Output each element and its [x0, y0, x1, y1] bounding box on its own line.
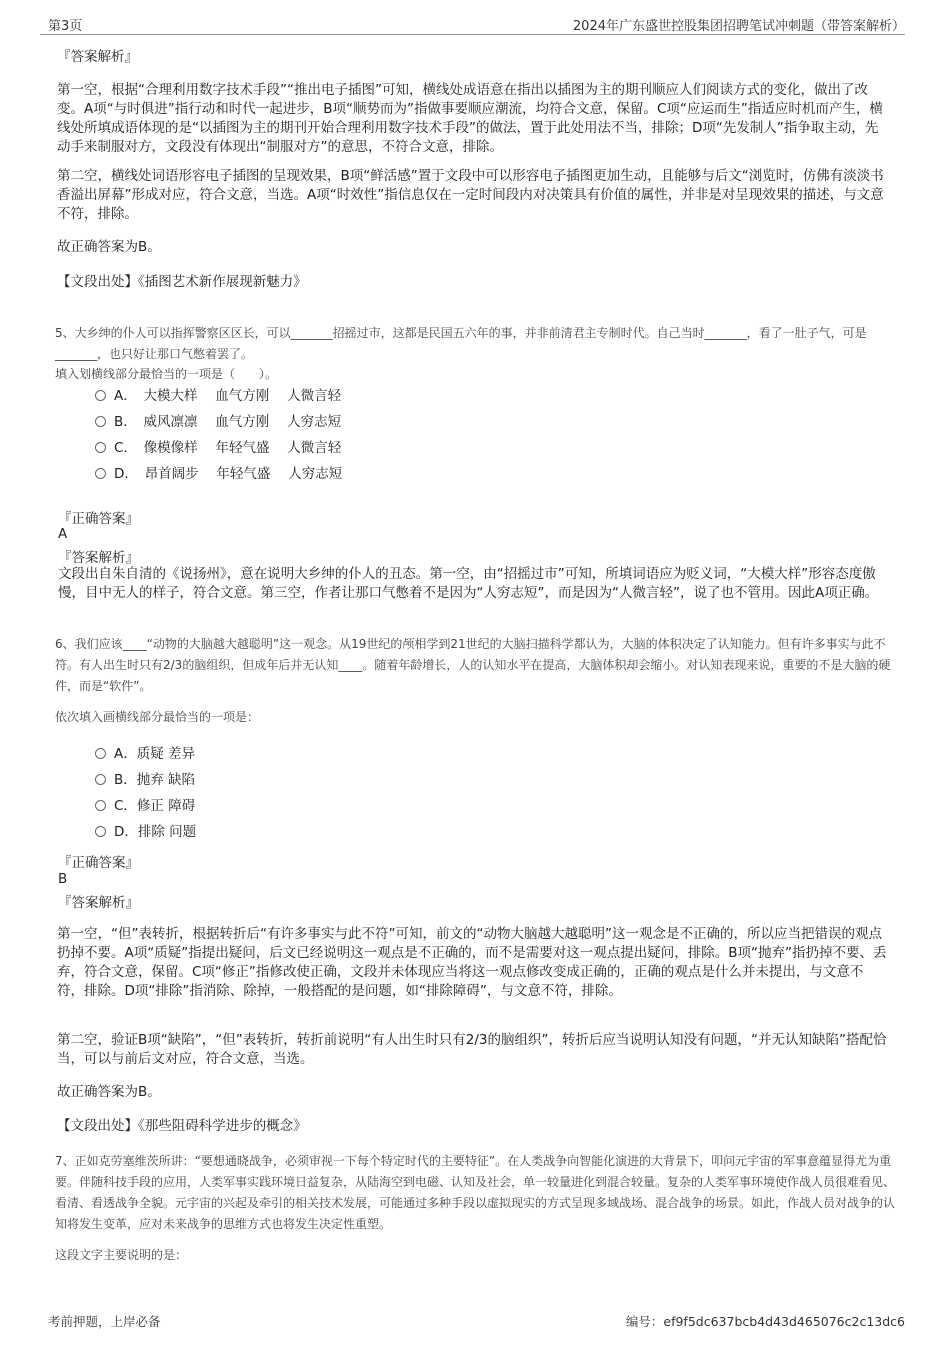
- radio-icon[interactable]: [95, 442, 106, 453]
- q4-analysis-p1: 第一空，根据“合理利用数字技术手段”“推出电子插图”可知，横线处成语意在指出以插图为主的期刊顺应人们阅读方式的变化，做出了改变。A项“与时俱进”指行动和时代一起进步，B项“顺势而为”指做事要顺应潮流，均符合文意，保留。C项“应运而生”指适应时机而产生，横线处所填成语体现的是“以插图为主的期刊开始合理利用数字技术手段”的做法，置于此处用法不当，排除；D项“先发制人”指争取主动，先动手来制服对方，文段没有体现出“制服对方”的意思，不符合文意，排除。: [57, 82, 883, 155]
- q6-source: 【文段出处】《那些阻碍科学进步的概念》: [57, 1118, 307, 1134]
- radio-icon[interactable]: [95, 826, 106, 837]
- document-id: 编号：ef9f5dc637bcb4d43d465076c2c13dc6: [625, 1314, 905, 1329]
- q6-option-a[interactable]: A．质疑 差异: [95, 744, 195, 764]
- q5-option-b[interactable]: B． 威风凛凛 血气方刚 人穷志短: [95, 412, 341, 432]
- radio-icon[interactable]: [95, 748, 106, 759]
- q5-analysis-label: 『答案解析』: [58, 550, 139, 566]
- q4-analysis-label: 『答案解析』: [57, 49, 138, 65]
- q6-answer-label: 『正确答案』: [58, 855, 139, 871]
- q4-source: 【文段出处】《插图艺术新作展现新魅力》: [57, 274, 307, 290]
- footer-slogan: 考前押题，上岸必备: [48, 1314, 161, 1329]
- radio-icon[interactable]: [95, 774, 106, 785]
- q5-option-d[interactable]: D． 昂首阔步 年轻气盛 人穷志短: [95, 464, 342, 484]
- q6-analysis-label: 『答案解析』: [58, 895, 139, 911]
- q5-option-c[interactable]: C． 像模像样 年轻气盛 人微言轻: [95, 438, 341, 458]
- q5-answer-label: 『正确答案』: [58, 511, 139, 527]
- q6-analysis-p2: 第二空，验证B项“缺陷”，“但”表转折，转折前说明“有人出生时只有2/3的脑组织”，转折后应当说明认知没有问题，“并无认知缺陷”搭配恰当，可以与前后文对应，符合文意，当选。: [57, 1032, 887, 1067]
- radio-icon[interactable]: [95, 416, 106, 427]
- q6-prompt: 依次填入画横线部分最恰当的一项是：: [55, 710, 260, 724]
- q6-analysis-p1: 第一空，“但”表转折，根据转折后“有许多事实与此不符”可知，前文的“动物大脑越大越聪明”这一观念是不正确的，所以应当把错误的观点扔掉不要。A项“质疑”指提出疑问，后文已经说明这一观点是不正确的，而不是需要对这一观点提出疑问，排除。B项“抛弃”指扔掉不要、丢弃，符合文意，保留。C项“修正”指修改使正确，文段并未体现应当将这一观点修改变成正确的，正确的观点是什么并未提出，与文意不符，排除。D项“排除”指消除、除掉，一般搭配的是问题，如“排除障碍”，与文意不符，排除。: [57, 926, 887, 999]
- q5-prompt: 填入划横线部分最恰当的一项是（ ）。: [55, 367, 278, 381]
- q7-prompt: 这段文字主要说明的是：: [55, 1248, 188, 1262]
- q6-answer: B: [58, 871, 68, 887]
- q6-stem: 6、我们应该____“动物的大脑越大越聪明”这一观念。从19世纪的颅相学到21世纪的大脑扫描科学都认为，大脑的体积决定了认知能力。但有许多事实与此不符。有人出生时只有2/3的脑组织，但成年后并无认知____。随着年龄增长，人的认知水平在提高，大脑体积却会缩小。对认知表现来说，重要的不是大脑的硬件，而是“软件”。: [55, 637, 891, 693]
- document-title: 2024年广东盛世控股集团招聘笔试冲刺题（带答案解析）: [572, 19, 905, 34]
- q4-analysis-p2: 第二空，横线处词语形容电子插图的呈现效果，B项“鲜活感”置于文段中可以形容电子插图更加生动，且能够与后文“浏览时，仿佛有淡淡书香溢出屏幕”形成对应，符合文意，当选。A项“时效性”指信息仅在一定时间段内对决策具有价值的属性，并非是对呈现效果的描述，与文意不符，排除。: [57, 168, 884, 222]
- q6-option-b[interactable]: B．抛弃 缺陷: [95, 770, 195, 790]
- q6-option-d[interactable]: D．排除 问题: [95, 822, 196, 842]
- q7-stem: 7、正如克劳塞维茨所讲：“要想通晓战争，必须审视一下每个特定时代的主要特征”。在人类战争向智能化演进的大背景下，叩问元宇宙的军事意蕴显得尤为重要。伴随科技手段的应用，人类军事实践环境日益复杂，从陆海空到电磁、认知及社会，单一较量进化到混合较量。复杂的人类军事环境使作战人员很难看见、看清、看透战争全貌。元宇宙的兴起及牵引的相关技术发展，可能通过多种手段以虚拟现实的方式呈现多域战场、混合战争的场景。如此，作战人员对战争的认知将发生变革，应对未来战争的思维方式也将发生决定性重塑。: [55, 1154, 896, 1231]
- radio-icon[interactable]: [95, 390, 106, 401]
- q5-stem: 5、大乡绅的仆人可以指挥警察区区长，可以_______招摇过市，这都是民国五六年的事，并非前清君主专制时代。自己当时_______，看了一肚子气，可是_______，也只好让那口气憋着罢了。: [55, 326, 867, 361]
- q6-conclusion: 故正确答案为B。: [57, 1084, 161, 1100]
- page-number: 第3页: [48, 19, 83, 34]
- radio-icon[interactable]: [95, 468, 106, 479]
- page-header: [40, 14, 905, 35]
- q5-analysis: 文段出自朱自清的《说扬州》，意在说明大乡绅的仆人的丑态。第一空，由“招摇过市”可知，所填词语应为贬义词，“大模大样”形容态度傲慢，目中无人的样子，符合文意。第三空，作者让那口气憋着不是因为“人穷志短”，而是因为“人微言轻”，说了也不管用。因此A项正确。: [58, 566, 879, 601]
- radio-icon[interactable]: [95, 800, 106, 811]
- q6-option-c[interactable]: C．修正 障碍: [95, 796, 195, 816]
- q5-answer: A: [58, 526, 68, 542]
- q4-conclusion: 故正确答案为B。: [57, 239, 161, 255]
- q5-option-a[interactable]: A． 大模大样 血气方刚 人微言轻: [95, 386, 341, 406]
